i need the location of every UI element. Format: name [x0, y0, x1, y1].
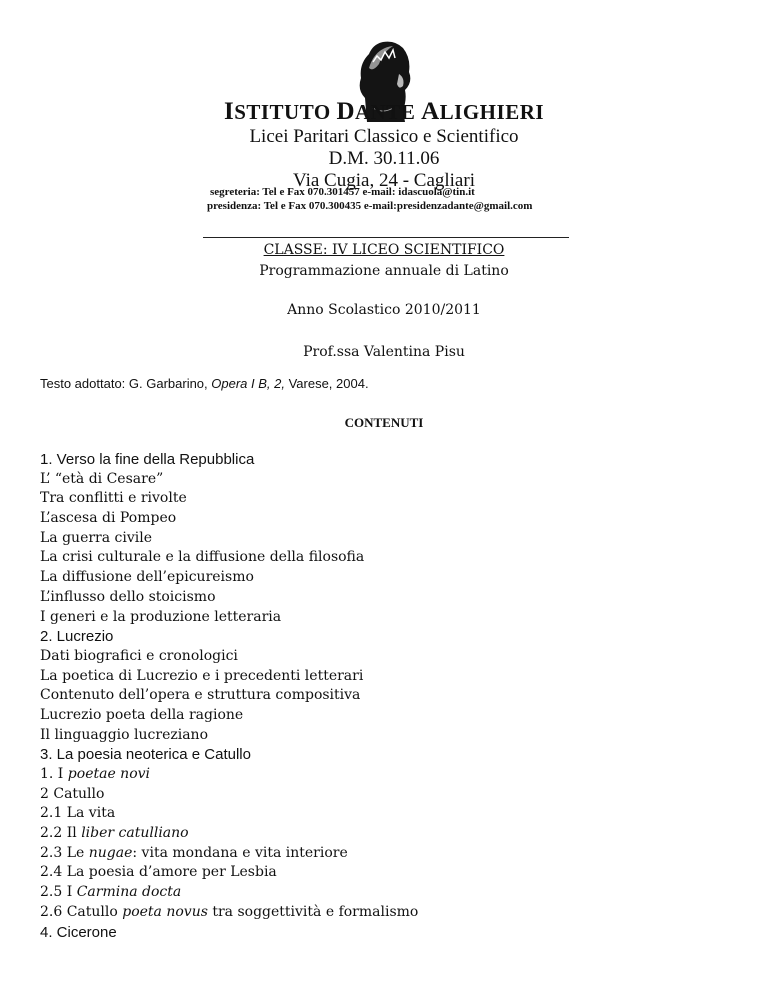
textbook-line	[40, 376, 369, 391]
class-title: CLASSE: IV LICEO SCIENTIFICO	[263, 242, 505, 258]
school-name-initial: I	[223, 98, 235, 125]
item-text: L’ascesa di Pompeo	[40, 510, 177, 527]
textbook-prefix: Testo adottato: G. Garbarino,	[40, 376, 212, 391]
item-text: L’ “età di Cesare”	[40, 470, 164, 487]
list-item	[40, 785, 740, 805]
item-text: I generi e la produzione letteraria	[40, 608, 282, 625]
item-text: Tra conflitti e rivolte	[40, 490, 187, 507]
item-text: 2 Catullo	[40, 785, 105, 802]
item-text: 2. Lucrezio	[40, 628, 114, 646]
section-heading	[40, 450, 740, 470]
list-item	[40, 588, 740, 608]
italic-term: Carmina docta	[76, 884, 182, 901]
list-item	[40, 863, 740, 883]
school-name-initial: D	[336, 98, 355, 125]
list-item	[40, 470, 740, 490]
school-name-part: STITUTO	[234, 100, 337, 124]
contents-list	[40, 450, 740, 942]
item-text: La poetica di Lucrezio e i precedenti letterari	[40, 667, 364, 684]
item-text: Dati biografici e cronologici	[40, 647, 238, 664]
item-text: 1. Verso la fine della Repubblica	[40, 451, 255, 468]
item-text: Il linguaggio lucreziano	[40, 726, 208, 743]
list-item	[40, 903, 740, 923]
subject-title: Programmazione annuale di Latino	[259, 263, 509, 279]
item-text: La guerra civile	[40, 529, 153, 546]
contents-heading: CONTENUTI	[344, 415, 424, 430]
list-item	[40, 568, 740, 588]
school-decree: D.M. 30.11.06	[328, 148, 440, 169]
contact-presidenza: presidenza: Tel e Fax 070.300435 e-mail:presidenzadante@gmail.com	[207, 200, 533, 212]
list-item	[40, 804, 740, 824]
item-text: 4. Cicerone	[40, 923, 117, 941]
list-item	[40, 548, 740, 568]
item-text: 1. I	[40, 766, 68, 782]
textbook-title: Opera I B, 2,	[211, 376, 285, 391]
school-address: Via Cugia, 24 - Cagliari	[293, 170, 475, 191]
item-text: 2.2 Il	[40, 825, 82, 842]
section-heading	[40, 745, 740, 765]
item-text: Lucrezio poeta della ragione	[40, 706, 244, 723]
list-item	[40, 647, 740, 667]
italic-term: nugae	[88, 844, 133, 861]
item-text: 3. La poesia neoterica e Catullo	[40, 746, 251, 764]
list-item	[40, 883, 740, 903]
school-type: Licei Paritari Classico e Scientifico	[249, 126, 519, 147]
list-item	[40, 824, 740, 844]
school-name-initial: A	[421, 98, 440, 125]
item-text: La crisi culturale e la diffusione della filosofia	[40, 549, 365, 566]
list-item	[40, 726, 740, 746]
school-year: Anno Scolastico 2010/2011	[287, 302, 481, 318]
school-name-part: LIGHIERI	[439, 100, 545, 124]
divider	[203, 237, 569, 238]
italic-term: poeta novus	[122, 903, 208, 920]
item-text: 2.5 I	[40, 884, 77, 901]
item-text: tra soggettività e formalismo	[207, 903, 419, 920]
item-text: : vita mondana e vita interiore	[132, 844, 348, 861]
list-item	[40, 667, 740, 687]
item-text: 2.3 Le	[40, 844, 89, 861]
item-text: 2.4 La poesia d’amore per Lesbia	[40, 864, 277, 881]
school-name-part: ANTE	[355, 100, 422, 124]
item-text: 2.1 La vita	[40, 805, 116, 822]
list-item	[40, 844, 740, 864]
italic-term: liber catulliano	[81, 825, 189, 842]
teacher-name: Prof.ssa Valentina Pisu	[303, 344, 465, 360]
item-text: L’influsso dello stoicismo	[40, 588, 216, 605]
list-item	[40, 608, 740, 628]
list-item	[40, 706, 740, 726]
item-text: La diffusione dell’epicureismo	[40, 569, 254, 586]
list-item	[40, 686, 740, 706]
contact-segreteria: segreteria: Tel e Fax 070.301457 e-mail: idascuola@tin.it	[210, 186, 475, 198]
textbook-suffix: Varese, 2004.	[284, 376, 369, 391]
item-text: 2.6 Catullo	[40, 903, 123, 920]
list-item	[40, 489, 740, 509]
list-item	[40, 509, 740, 529]
item-text: Contenuto dell’opera e struttura compositiva	[40, 687, 361, 704]
section-heading	[40, 627, 740, 647]
school-name	[0, 98, 768, 126]
italic-term: poetae novi	[67, 766, 151, 782]
list-item	[40, 765, 740, 785]
section-heading	[40, 923, 740, 943]
list-item	[40, 529, 740, 549]
